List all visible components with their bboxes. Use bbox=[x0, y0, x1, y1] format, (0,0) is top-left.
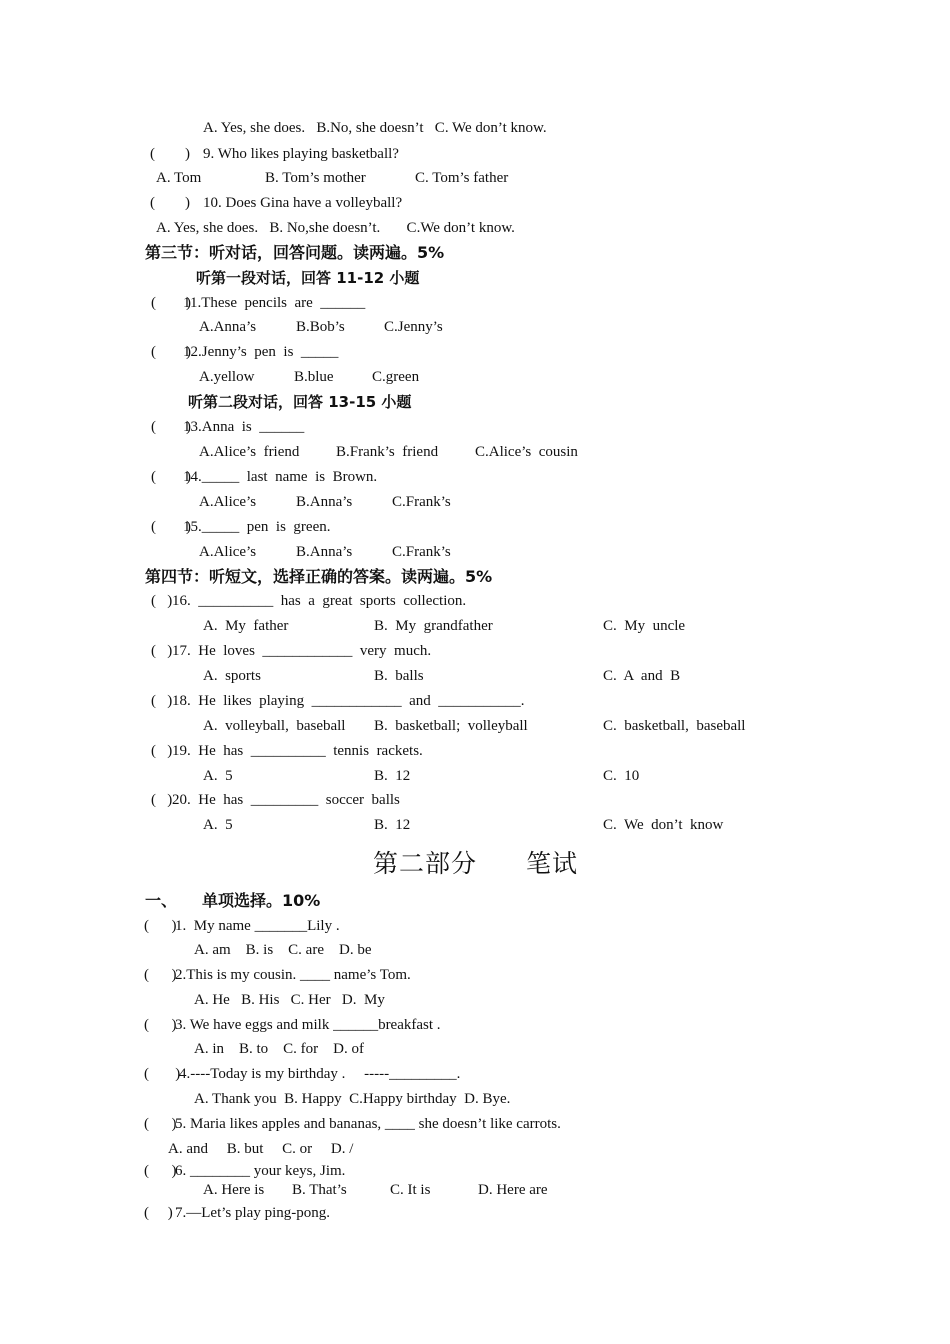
q9-question: 9. Who likes playing basketball? bbox=[203, 146, 399, 162]
q12-option-c: C.green bbox=[372, 369, 420, 385]
q18-option-b: B. basketball; volleyball bbox=[374, 718, 528, 734]
w-q3-question: 3. We have eggs and milk ______breakfast . bbox=[175, 1017, 441, 1033]
w-q7-question: 7.—Let’s play ping-pong. bbox=[175, 1205, 330, 1221]
q13-question: 13.Anna is ______ bbox=[183, 419, 305, 435]
q14-option-c: C.Frank’s bbox=[392, 494, 451, 510]
q11-option-c: C.Jenny’s bbox=[384, 319, 443, 335]
q19-paren[interactable]: ( ) bbox=[151, 743, 173, 759]
q12-option-a: A.yellow bbox=[199, 369, 255, 385]
q9-paren[interactable]: ( ) bbox=[150, 146, 190, 162]
q12-paren[interactable]: ( ) bbox=[151, 344, 191, 360]
w-q1-question: 1. My name _______Lily . bbox=[175, 918, 340, 934]
q16-question: 16. __________ has a great sports collection. bbox=[172, 593, 467, 609]
q16-paren[interactable]: ( ) bbox=[151, 593, 173, 609]
q16-option-a: A. My father bbox=[203, 618, 289, 634]
w-q6-option-b: B. That’s bbox=[292, 1182, 347, 1198]
q12-question: 12.Jenny’s pen is _____ bbox=[183, 344, 339, 360]
w-q6-question: 6. ________ your keys, Jim. bbox=[175, 1163, 346, 1179]
q11-paren[interactable]: ( ) bbox=[151, 295, 191, 311]
q12-option-b: B.blue bbox=[294, 369, 334, 385]
q17-paren[interactable]: ( ) bbox=[151, 643, 173, 659]
section4-title: 第四节：听短文，选择正确的答案。读两遍。5% bbox=[145, 567, 493, 586]
part2-name: 笔试 bbox=[526, 849, 579, 878]
q19-option-c: C. 10 bbox=[603, 768, 640, 784]
q13-paren[interactable]: ( ) bbox=[151, 419, 191, 435]
q18-question: 18. He likes playing ____________ and ___________. bbox=[172, 693, 525, 709]
q11-question: 11.These pencils are ______ bbox=[183, 295, 366, 311]
w-q4-question: 4.----Today is my birthday . -----_________. bbox=[179, 1066, 461, 1082]
part2-title: 第二部分 bbox=[373, 849, 478, 878]
q17-option-c: C. A and B bbox=[603, 668, 681, 684]
q13-option-a: A.Alice’s friend bbox=[199, 444, 300, 460]
w-q6-option-a: A. Here is bbox=[203, 1182, 265, 1198]
w-q4-options: A. Thank you B. Happy C.Happy birthday D. Bye. bbox=[194, 1091, 511, 1107]
w-q2-paren[interactable]: ( ) bbox=[144, 967, 177, 983]
q19-question: 19. He has __________ tennis rackets. bbox=[172, 743, 423, 759]
q11-option-a: A.Anna’s bbox=[199, 319, 257, 335]
section3-part1: 听第一段对话，回答 11-12 小题 bbox=[196, 269, 420, 287]
q20-question: 20. He has _________ soccer balls bbox=[172, 792, 400, 808]
w-q5-options: A. and B. but C. or D. / bbox=[168, 1141, 354, 1157]
w-q6-option-d: D. Here are bbox=[478, 1182, 548, 1198]
q13-option-c: C.Alice’s cousin bbox=[475, 444, 578, 460]
q11-option-b: B.Bob’s bbox=[296, 319, 345, 335]
q20-paren[interactable]: ( ) bbox=[151, 792, 173, 808]
q14-option-b: B.Anna’s bbox=[296, 494, 353, 510]
w-q3-paren[interactable]: ( ) bbox=[144, 1017, 177, 1033]
w-q5-question: 5. Maria likes apples and bananas, ____ she doesn’t like carrots. bbox=[175, 1116, 561, 1132]
q9-option-a: A. Tom bbox=[156, 170, 202, 186]
section1-number: 一、 bbox=[145, 891, 178, 910]
q8-options: A. Yes, she does. B.No, she doesn’t C. We don’t know. bbox=[203, 120, 547, 136]
q18-paren[interactable]: ( ) bbox=[151, 693, 173, 709]
q20-option-a: A. 5 bbox=[203, 817, 233, 833]
w-q7-paren[interactable]: ( ) bbox=[144, 1205, 173, 1221]
w-q5-paren[interactable]: ( ) bbox=[144, 1116, 177, 1132]
q15-paren[interactable]: ( ) bbox=[151, 519, 191, 535]
q15-option-a: A.Alice’s bbox=[199, 544, 257, 560]
q14-paren[interactable]: ( ) bbox=[151, 469, 191, 485]
w-q4-paren[interactable]: ( ) bbox=[144, 1066, 181, 1082]
w-q1-options: A. am B. is C. are D. be bbox=[194, 942, 372, 958]
q20-option-c: C. We don’t know bbox=[603, 817, 724, 833]
q9-option-b: B. Tom’s mother bbox=[265, 170, 366, 186]
w-q2-options: A. He B. His C. Her D. My bbox=[194, 992, 385, 1008]
q14-question: 14._____ last name is Brown. bbox=[183, 469, 378, 485]
section1-title: 单项选择。10% bbox=[202, 891, 321, 910]
q17-question: 17. He loves ____________ very much. bbox=[172, 643, 432, 659]
section3-part2: 听第二段对话，回答 13-15 小题 bbox=[188, 393, 412, 411]
section3-title: 第三节：听对话，回答问题。读两遍。5% bbox=[145, 243, 445, 262]
q19-option-b: B. 12 bbox=[374, 768, 411, 784]
w-q6-paren[interactable]: ( ) bbox=[144, 1163, 177, 1179]
q9-option-c: C. Tom’s father bbox=[415, 170, 509, 186]
q10-paren[interactable]: ( ) bbox=[150, 195, 190, 211]
q10-question: 10. Does Gina have a volleyball? bbox=[203, 195, 403, 211]
q16-option-b: B. My grandfather bbox=[374, 618, 493, 634]
q10-options: A. Yes, she does. B. No,she doesn’t. C.We don’t know. bbox=[156, 220, 515, 236]
q18-option-a: A. volleyball, baseball bbox=[203, 718, 346, 734]
w-q6-option-c: C. It is bbox=[390, 1182, 431, 1198]
q18-option-c: C. basketball, baseball bbox=[603, 718, 746, 734]
q16-option-c: C. My uncle bbox=[603, 618, 686, 634]
q19-option-a: A. 5 bbox=[203, 768, 233, 784]
w-q3-options: A. in B. to C. for D. of bbox=[194, 1041, 364, 1057]
q15-question: 15._____ pen is green. bbox=[183, 519, 331, 535]
w-q2-question: 2.This is my cousin. ____ name’s Tom. bbox=[175, 967, 411, 983]
q17-option-a: A. sports bbox=[203, 668, 261, 684]
q17-option-b: B. balls bbox=[374, 668, 424, 684]
q14-option-a: A.Alice’s bbox=[199, 494, 257, 510]
q15-option-b: B.Anna’s bbox=[296, 544, 353, 560]
q15-option-c: C.Frank’s bbox=[392, 544, 451, 560]
q20-option-b: B. 12 bbox=[374, 817, 411, 833]
w-q1-paren[interactable]: ( ) bbox=[144, 918, 177, 934]
q13-option-b: B.Frank’s friend bbox=[336, 444, 439, 460]
